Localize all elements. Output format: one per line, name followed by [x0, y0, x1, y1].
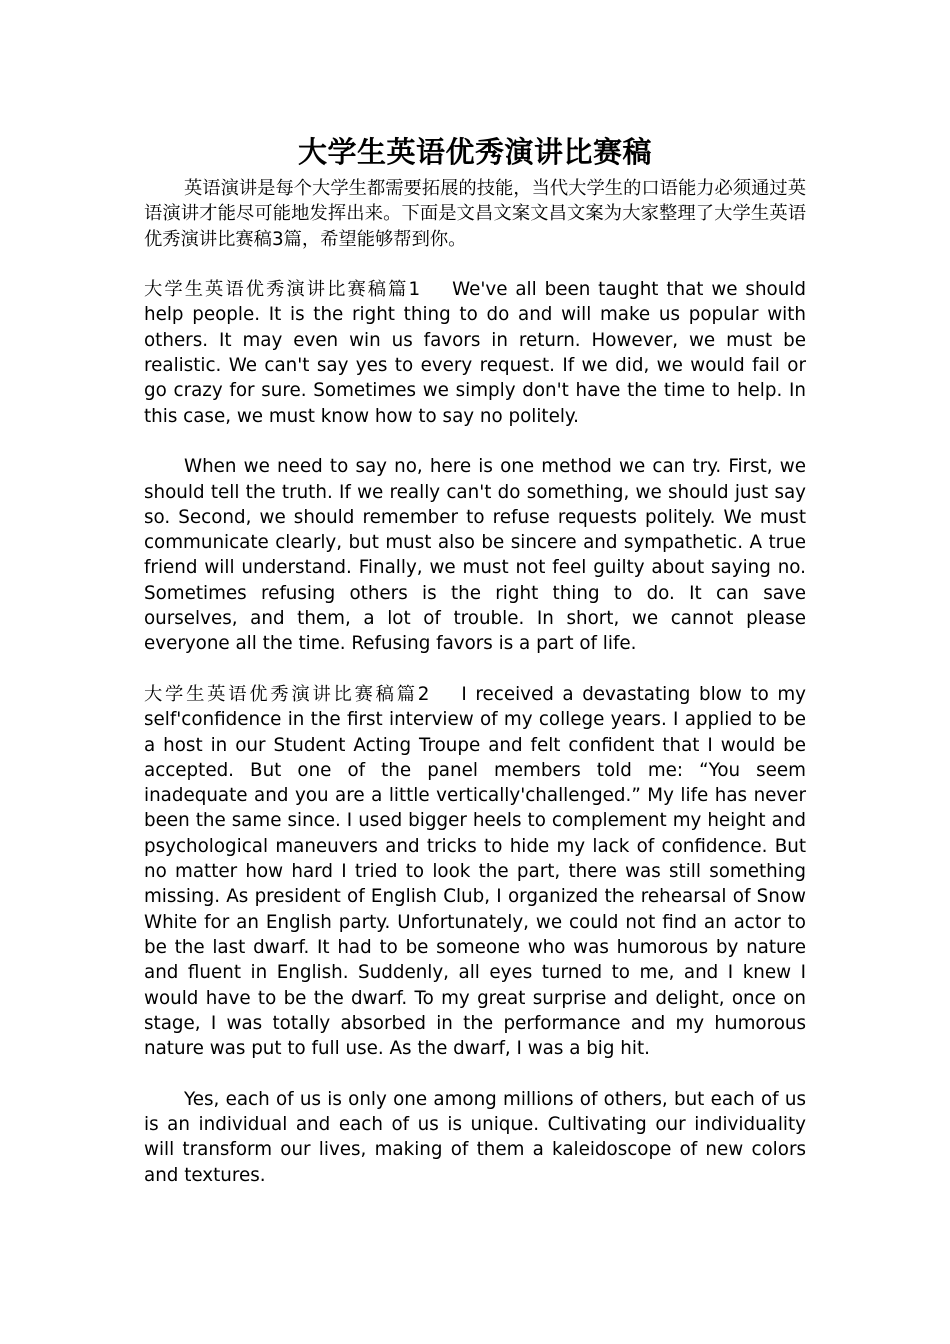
paragraph-gap: [144, 252, 806, 277]
intro-paragraph: 英语演讲是每个大学生都需要拓展的技能，当代大学生的口语能力必须通过英语演讲才能尽可能地发挥出来。下面是文昌文案文昌文案为大家整理了大学生英语优秀演讲比赛稿3篇，希望能够帮到你。: [144, 178, 806, 250]
paragraph-gap: [144, 1061, 806, 1086]
section1-text-1: We've all been taught that we should help people. It is the right thing to do and will make us popular with others. It may even win us favors in return. However, we must be realistic. We can't say yes to every request. If we did, we would fail or go crazy for sure. Sometimes we simply don't have the time to help. In this case, we must know how to say no politely.: [144, 279, 806, 427]
section2-paragraph-1: [144, 682, 806, 1061]
section2-heading: 大学生英语优秀演讲比赛稿篇2: [144, 683, 430, 705]
section2-text-1: I received a devastating blow to my self'confidence in the first interview of my college years. I applied to be a host in our Student Acting Troupe and felt confident that I would be accepted. But one of the panel members told me: “You seem inadequate and you are a little vertically'challenged.” My life has never been the same since. I used bigger heels to complement my height and psychological maneuvers and tricks to hide my lack of confidence. But no matter how hard I tried to look the part, there was still something missing. As president of English Club, I organized the rehearsal of Snow White for an English party. Unfortunately, we could not find an actor to be the last dwarf. It had to be someone who was humorous by nature and fluent in English. Suddenly, all eyes turned to me, and I knew I would have to be the dwarf. To my great surprise and delight, once on stage, I was totally absorbed in the performance and my humorous nature was put to full use. As the dwarf, I was a big hit.: [144, 683, 806, 1060]
section1-paragraph-1: [144, 277, 806, 429]
document-title: 大学生英语优秀演讲比赛稿: [297, 135, 652, 169]
paragraph-gap: [144, 429, 806, 454]
paragraph-gap: [144, 657, 806, 682]
document-page: [144, 130, 806, 1188]
section1-heading: 大学生英语优秀演讲比赛稿篇1: [144, 279, 421, 301]
section2-paragraph-2: Yes, each of us is only one among millions of others, but each of us is an individual and each of us is unique. Cultivating our individuality will transform our lives, making of them a kaleidoscope of new colors and textures.: [144, 1088, 806, 1186]
section1-paragraph-2: When we need to say no, here is one method we can try. First, we should tell the truth. If we really can't do something, we should just say so. Second, we should remember to refuse requests politely. We must communicate clearly, but must also be sincere and sympathetic. A true friend will understand. Finally, we must not feel guilty about saying no. Sometimes refusing others is the right thing to do. It can save ourselves, and them, a lot of trouble. In short, we cannot please everyone all the time. Refusing favors is a part of life.: [144, 456, 806, 655]
